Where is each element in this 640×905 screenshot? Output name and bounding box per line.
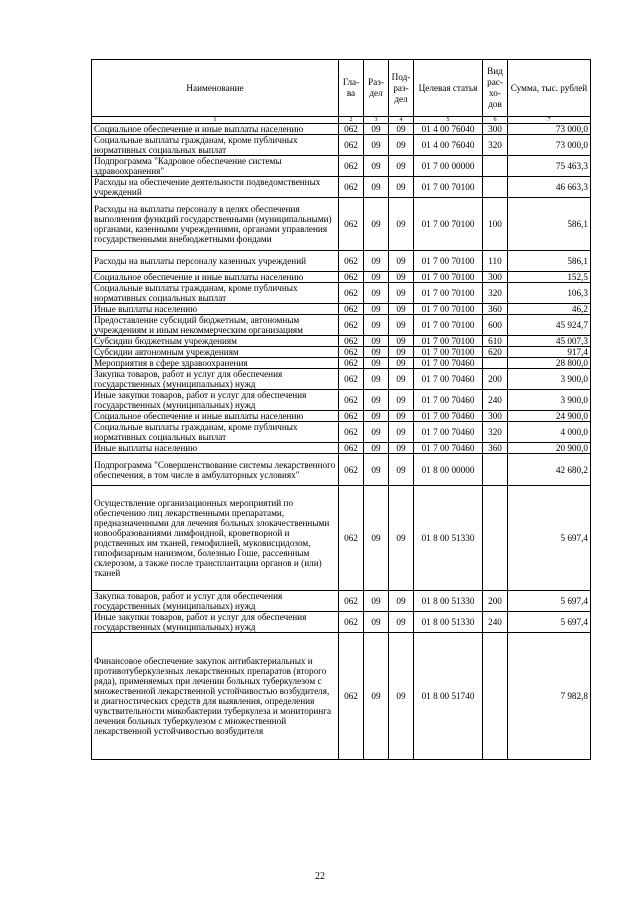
cell-section: 09	[364, 422, 389, 443]
header-chapter: Гла- ва	[339, 60, 364, 117]
cell-subsection: 09	[389, 411, 414, 422]
cell-subsection: 09	[389, 454, 414, 486]
cell-amount: 20 900,0	[508, 443, 591, 454]
column-number: 1	[92, 117, 339, 124]
cell-amount: 42 680,2	[508, 454, 591, 486]
cell-target: 01 7 00 70100	[414, 315, 483, 336]
cell-name: Финансовое обеспечение закупок антибактериальных и противотуберкулезных лекарственных препаратов (второго ряда), применяемых при лечении больных туберкулезом с множественной лекарственной устойчивостью возбудителя, и диагностических средств для выявления, определения чувствительности микобактерии туберкулеза и мониторинга лечения больных туберкулезом с множественной лекарственной устойчивостью возбудителя	[92, 633, 339, 760]
cell-section: 09	[364, 124, 389, 135]
cell-expense-type: 300	[483, 272, 508, 283]
page-number: 22	[315, 871, 325, 882]
cell-section: 09	[364, 358, 389, 369]
cell-name: Расходы на выплаты персоналу в целях обеспечения выполнения функций государственными (муниципальными) органами, казенными учреждениями, органами управления государственными внебюджетными фондами	[92, 198, 339, 251]
cell-subsection: 09	[389, 315, 414, 336]
budget-table	[91, 59, 591, 760]
cell-chapter: 062	[339, 358, 364, 369]
cell-section: 09	[364, 272, 389, 283]
cell-amount: 24 900,0	[508, 411, 591, 422]
cell-expense-type	[483, 454, 508, 486]
cell-subsection: 09	[389, 422, 414, 443]
cell-section: 09	[364, 283, 389, 304]
table-body	[92, 124, 591, 760]
header-expense-type: Вид рас- хо- дов	[483, 60, 508, 117]
cell-amount: 46,2	[508, 304, 591, 315]
cell-target: 01 7 00 00000	[414, 156, 483, 177]
cell-chapter: 062	[339, 304, 364, 315]
table-row	[92, 198, 591, 251]
cell-name: Предоставление субсидий бюджетным, автономным учреждениям и иным некоммерческим организациям	[92, 315, 339, 336]
cell-chapter: 062	[339, 135, 364, 156]
cell-chapter: 062	[339, 454, 364, 486]
cell-target: 01 8 00 00000	[414, 454, 483, 486]
cell-chapter: 062	[339, 336, 364, 347]
cell-section: 09	[364, 612, 389, 633]
cell-name: Иные выплаты населению	[92, 443, 339, 454]
cell-subsection: 09	[389, 198, 414, 251]
cell-name: Подпрограмма "Кадровое обеспечение системы здравоохранения"	[92, 156, 339, 177]
cell-subsection: 09	[389, 369, 414, 390]
cell-amount: 586,1	[508, 198, 591, 251]
cell-expense-type: 320	[483, 422, 508, 443]
table-row	[92, 272, 591, 283]
cell-expense-type	[483, 177, 508, 198]
column-number: 3	[364, 117, 389, 124]
table-row	[92, 156, 591, 177]
cell-name: Иные выплаты населению	[92, 304, 339, 315]
cell-target: 01 7 00 70100	[414, 283, 483, 304]
cell-name: Социальное обеспечение и иные выплаты населению	[92, 272, 339, 283]
cell-expense-type: 620	[483, 347, 508, 358]
cell-chapter: 062	[339, 390, 364, 411]
cell-chapter: 062	[339, 251, 364, 272]
cell-expense-type: 110	[483, 251, 508, 272]
cell-name: Социальное обеспечение и иные выплаты населению	[92, 411, 339, 422]
cell-expense-type	[483, 156, 508, 177]
cell-amount: 73 000,0	[508, 135, 591, 156]
cell-target: 01 7 00 70460	[414, 390, 483, 411]
cell-target: 01 7 00 70100	[414, 251, 483, 272]
table-row	[92, 177, 591, 198]
header-amount: Сумма, тыс. рублей	[508, 60, 591, 117]
cell-name: Социальные выплаты гражданам, кроме публичных нормативных социальных выплат	[92, 135, 339, 156]
cell-chapter: 062	[339, 443, 364, 454]
cell-subsection: 09	[389, 347, 414, 358]
cell-expense-type: 360	[483, 304, 508, 315]
column-number: 7	[508, 117, 591, 124]
cell-target: 01 7 00 70100	[414, 347, 483, 358]
table-row	[92, 315, 591, 336]
cell-name: Подпрограмма "Совершенствование системы лекарственного обеспечения, в том числе в амбулаторных условиях"	[92, 454, 339, 486]
cell-chapter: 062	[339, 411, 364, 422]
cell-section: 09	[364, 369, 389, 390]
cell-name: Закупка товаров, работ и услуг для обеспечения государственных (муниципальных) нужд	[92, 591, 339, 612]
cell-section: 09	[364, 304, 389, 315]
cell-target: 01 7 00 70100	[414, 198, 483, 251]
cell-subsection: 09	[389, 283, 414, 304]
cell-expense-type: 610	[483, 336, 508, 347]
header-target: Целевая статья	[414, 60, 483, 117]
table-row	[92, 336, 591, 347]
cell-chapter: 062	[339, 198, 364, 251]
cell-target: 01 7 00 70460	[414, 369, 483, 390]
cell-section: 09	[364, 591, 389, 612]
cell-amount: 3 900,0	[508, 369, 591, 390]
cell-name: Иные закупки товаров, работ и услуг для обеспечения государственных (муниципальных) нужд	[92, 612, 339, 633]
cell-chapter: 062	[339, 272, 364, 283]
cell-section: 09	[364, 177, 389, 198]
cell-chapter: 062	[339, 156, 364, 177]
column-number: 5	[414, 117, 483, 124]
cell-expense-type: 200	[483, 591, 508, 612]
cell-chapter: 062	[339, 612, 364, 633]
table-row	[92, 369, 591, 390]
cell-subsection: 09	[389, 633, 414, 760]
cell-chapter: 062	[339, 283, 364, 304]
cell-chapter: 062	[339, 422, 364, 443]
cell-amount: 5 697,4	[508, 591, 591, 612]
cell-target: 01 7 00 70460	[414, 411, 483, 422]
cell-subsection: 09	[389, 443, 414, 454]
table-row	[92, 612, 591, 633]
column-number: 4	[389, 117, 414, 124]
cell-name: Иные закупки товаров, работ и услуг для обеспечения государственных (муниципальных) нужд	[92, 390, 339, 411]
cell-name: Расходы на обеспечение деятельности подведомственных учреждений	[92, 177, 339, 198]
column-number-row	[92, 117, 591, 124]
table-row	[92, 124, 591, 135]
cell-chapter: 062	[339, 315, 364, 336]
cell-chapter: 062	[339, 486, 364, 591]
table-row	[92, 454, 591, 486]
cell-section: 09	[364, 347, 389, 358]
column-number: 6	[483, 117, 508, 124]
cell-section: 09	[364, 454, 389, 486]
cell-expense-type: 240	[483, 390, 508, 411]
cell-expense-type: 320	[483, 283, 508, 304]
cell-chapter: 062	[339, 177, 364, 198]
cell-target: 01 7 00 70100	[414, 336, 483, 347]
cell-chapter: 062	[339, 591, 364, 612]
cell-amount: 4 000,0	[508, 422, 591, 443]
table-row	[92, 251, 591, 272]
cell-subsection: 09	[389, 486, 414, 591]
cell-target: 01 7 00 70100	[414, 304, 483, 315]
table-row	[92, 283, 591, 304]
table-row	[92, 486, 591, 591]
cell-target: 01 8 00 51330	[414, 612, 483, 633]
cell-subsection: 09	[389, 177, 414, 198]
cell-section: 09	[364, 251, 389, 272]
cell-target: 01 7 00 70460	[414, 443, 483, 454]
cell-section: 09	[364, 411, 389, 422]
table-row	[92, 304, 591, 315]
cell-chapter: 062	[339, 124, 364, 135]
cell-name: Субсидии автономным учреждениям	[92, 347, 339, 358]
cell-subsection: 09	[389, 304, 414, 315]
cell-name: Социальные выплаты гражданам, кроме публичных нормативных социальных выплат	[92, 422, 339, 443]
cell-chapter: 062	[339, 633, 364, 760]
cell-amount: 5 697,4	[508, 486, 591, 591]
cell-name: Закупка товаров, работ и услуг для обеспечения государственных (муниципальных) нужд	[92, 369, 339, 390]
table-row	[92, 443, 591, 454]
cell-amount: 586,1	[508, 251, 591, 272]
cell-target: 01 7 00 70460	[414, 422, 483, 443]
cell-section: 09	[364, 336, 389, 347]
table-header-row	[92, 60, 591, 117]
table-row	[92, 358, 591, 369]
cell-name: Мероприятия в сфере здравоохранения	[92, 358, 339, 369]
cell-amount: 152,5	[508, 272, 591, 283]
cell-subsection: 09	[389, 124, 414, 135]
cell-section: 09	[364, 390, 389, 411]
cell-subsection: 09	[389, 272, 414, 283]
header-subsection: Под- раз- дел	[389, 60, 414, 117]
cell-name: Субсидии бюджетным учреждениям	[92, 336, 339, 347]
cell-amount: 46 663,3	[508, 177, 591, 198]
cell-subsection: 09	[389, 358, 414, 369]
cell-subsection: 09	[389, 251, 414, 272]
cell-expense-type: 200	[483, 369, 508, 390]
cell-expense-type	[483, 358, 508, 369]
cell-name: Социальные выплаты гражданам, кроме публичных нормативных социальных выплат	[92, 283, 339, 304]
table-row	[92, 633, 591, 760]
cell-amount: 73 000,0	[508, 124, 591, 135]
cell-chapter: 062	[339, 347, 364, 358]
cell-amount: 3 900,0	[508, 390, 591, 411]
cell-target: 01 8 00 51330	[414, 591, 483, 612]
cell-expense-type: 600	[483, 315, 508, 336]
cell-name: Осуществление организационных мероприятий по обеспечению лиц лекарственными препаратами, предназначенными для лечения больных злокачественными новообразованиями лимфоидной, кроветворной и родственных им тканей, гемофилией, муковисцидозом, гипофизарным нанизмом, болезнью Гоше, рассеянным склерозом, а также после трансплантации органов и (или) тканей	[92, 486, 339, 591]
cell-amount: 917,4	[508, 347, 591, 358]
cell-section: 09	[364, 633, 389, 760]
cell-section: 09	[364, 486, 389, 591]
cell-name: Социальное обеспечение и иные выплаты населению	[92, 124, 339, 135]
cell-amount: 28 800,0	[508, 358, 591, 369]
cell-name: Расходы на выплаты персоналу казенных учреждений	[92, 251, 339, 272]
cell-subsection: 09	[389, 156, 414, 177]
cell-target: 01 4 00 76040	[414, 135, 483, 156]
cell-expense-type: 300	[483, 124, 508, 135]
cell-expense-type	[483, 633, 508, 760]
cell-target: 01 7 00 70100	[414, 177, 483, 198]
cell-chapter: 062	[339, 369, 364, 390]
cell-section: 09	[364, 135, 389, 156]
cell-expense-type: 360	[483, 443, 508, 454]
cell-target: 01 8 00 51740	[414, 633, 483, 760]
cell-target: 01 7 00 70100	[414, 272, 483, 283]
table-row	[92, 422, 591, 443]
cell-subsection: 09	[389, 390, 414, 411]
cell-expense-type: 240	[483, 612, 508, 633]
cell-expense-type	[483, 486, 508, 591]
cell-amount: 7 982,8	[508, 633, 591, 760]
header-section: Раз- дел	[364, 60, 389, 117]
cell-target: 01 7 00 70460	[414, 358, 483, 369]
cell-section: 09	[364, 315, 389, 336]
cell-section: 09	[364, 443, 389, 454]
cell-section: 09	[364, 198, 389, 251]
table-row	[92, 411, 591, 422]
cell-subsection: 09	[389, 612, 414, 633]
cell-amount: 45 007,3	[508, 336, 591, 347]
cell-subsection: 09	[389, 591, 414, 612]
cell-amount: 75 463,3	[508, 156, 591, 177]
table-row	[92, 135, 591, 156]
cell-subsection: 09	[389, 135, 414, 156]
cell-amount: 5 697,4	[508, 612, 591, 633]
cell-target: 01 4 00 76040	[414, 124, 483, 135]
table-row	[92, 591, 591, 612]
table-row	[92, 390, 591, 411]
cell-expense-type: 320	[483, 135, 508, 156]
cell-expense-type: 300	[483, 411, 508, 422]
cell-target: 01 8 00 51330	[414, 486, 483, 591]
header-name: Наименование	[92, 60, 339, 117]
column-number: 2	[339, 117, 364, 124]
table-row	[92, 347, 591, 358]
cell-amount: 106,3	[508, 283, 591, 304]
cell-expense-type: 100	[483, 198, 508, 251]
cell-section: 09	[364, 156, 389, 177]
cell-amount: 45 924,7	[508, 315, 591, 336]
cell-subsection: 09	[389, 336, 414, 347]
